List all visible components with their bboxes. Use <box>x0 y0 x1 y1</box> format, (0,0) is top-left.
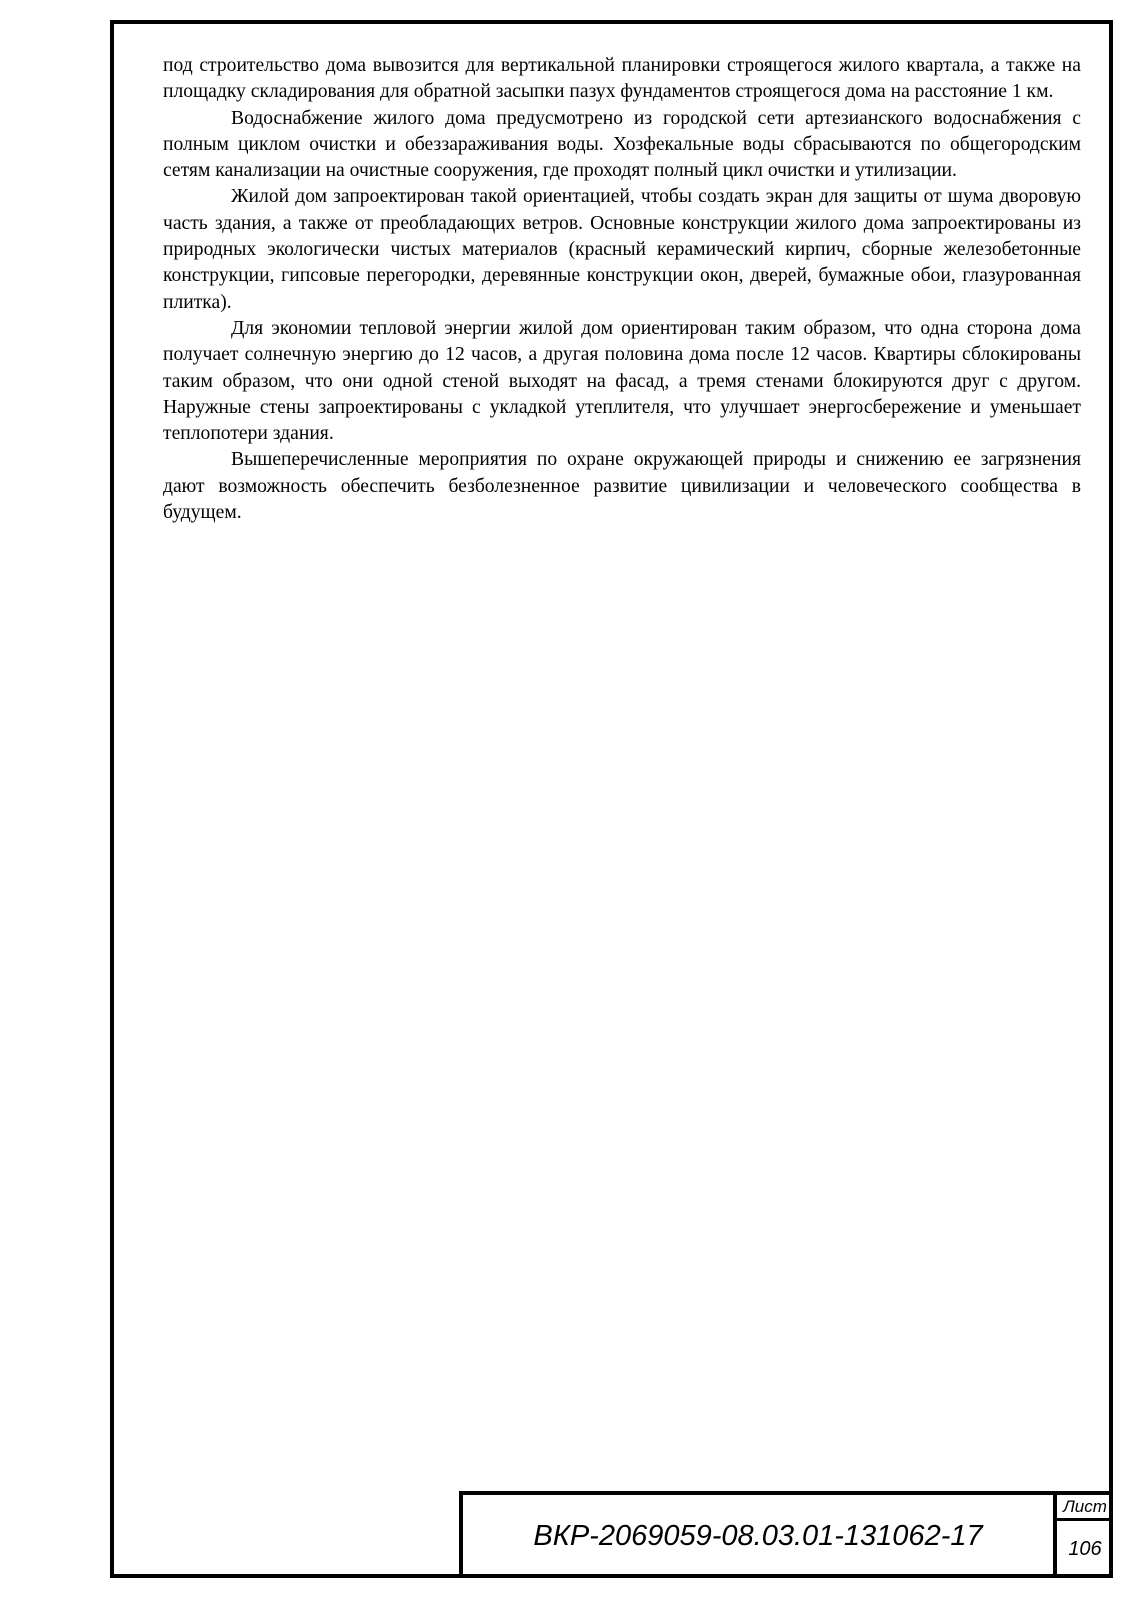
sheet-box <box>1053 1495 1113 1578</box>
document-code: ВКР-2069059-08.03.01-131062-17 <box>533 1520 983 1552</box>
paragraph: Жилой дом запроектирован такой ориентацией, чтобы создать экран для защиты от шума дворовую часть здания, а также от преобладающих ветров. Основные конструкции жилого дома запроектированы из природных экологически чистых материалов (красный керамический кирпич, сборные железобетонные конструкции, гипсовые перегородки, деревянные конструкции окон, дверей, бумажные обои, глазурованная плитка). <box>163 186 1081 313</box>
title-block <box>459 1491 1113 1578</box>
paragraph: Вышеперечисленные мероприятия по охране окружающей природы и снижению ее загрязнения дают возможность обеспечить безболезненное развитие цивилизации и человеческого сообщества в будущем. <box>163 449 1081 524</box>
paragraph: Водоснабжение жилого дома предусмотрено из городской сети артезианского водоснабжения с полным циклом очистки и обеззараживания воды. Хозфекальные воды сбрасываются по общегородским сетям канализации на очистные сооружения, где проходят полный цикл очистки и утилизации. <box>163 107 1081 182</box>
sheet-label: Лист <box>1057 1495 1113 1521</box>
sheet-number: 106 <box>1068 1538 1102 1560</box>
body-text <box>163 53 1081 526</box>
paragraph: под строительство дома вывозится для вертикальной планировки строящегося жилого квартала, а также на площадку складирования для обратной засыпки пазух фундаментов строящегося дома на расстояние 1 км. <box>163 55 1081 103</box>
paragraph: Для экономии тепловой энергии жилой дом ориентирован таким образом, что одна сторона дома получает солнечную энергию до 12 часов, а другая половина дома после 12 часов. Квартиры сблокированы таким образом, что они одной стеной выходят на фасад, а тремя стенами блокируются друг с другом. Наружные стены запроектированы с укладкой утеплителя, что улучшает энергосбережение и уменьшает теплопотери здания. <box>163 317 1081 445</box>
